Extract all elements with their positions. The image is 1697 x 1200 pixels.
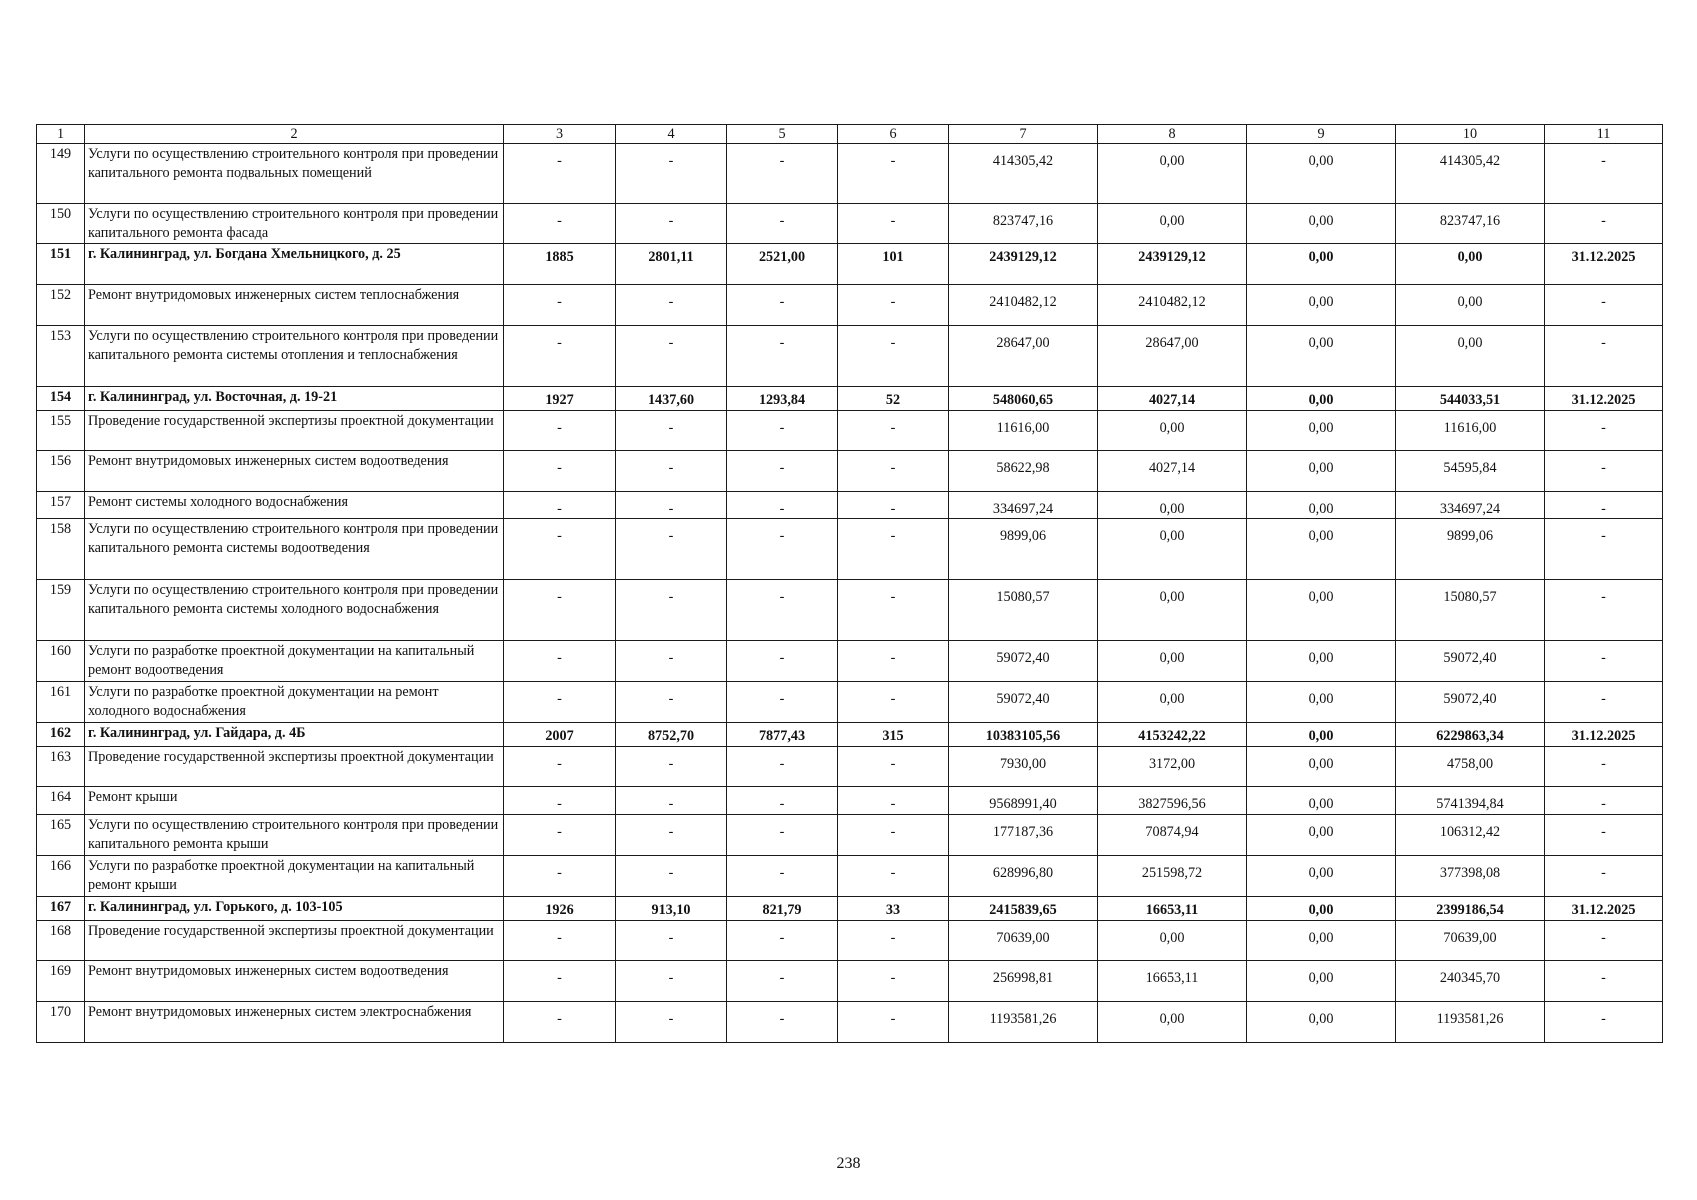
col-7-cell: 823747,16	[949, 204, 1098, 244]
col-3-cell: -	[504, 580, 616, 641]
col-4-cell: -	[616, 960, 727, 1001]
col-9-cell: 0,00	[1247, 519, 1396, 580]
col-10-cell: 15080,57	[1396, 580, 1545, 641]
col-8-cell: 0,00	[1098, 519, 1247, 580]
table-row	[37, 519, 1663, 580]
col-3-cell: 1885	[504, 244, 616, 285]
col-8-cell: 70874,94	[1098, 814, 1247, 855]
col-5-cell: -	[727, 204, 838, 244]
row-number-cell: 150	[37, 204, 85, 244]
col-11-cell: 31.12.2025	[1545, 387, 1663, 411]
col-4-cell: -	[616, 450, 727, 491]
col-8-cell: 3827596,56	[1098, 787, 1247, 815]
col-3-cell: -	[504, 204, 616, 244]
col-9-cell: 0,00	[1247, 491, 1396, 519]
table-row	[37, 747, 1663, 787]
col-5-cell: 2521,00	[727, 244, 838, 285]
table-row	[37, 855, 1663, 896]
col-4-cell: -	[616, 326, 727, 387]
col-7-cell: 11616,00	[949, 410, 1098, 450]
header-row	[37, 125, 1663, 144]
col-7-cell: 2439129,12	[949, 244, 1098, 285]
col-8-cell: 4153242,22	[1098, 723, 1247, 747]
col-10-cell: 377398,08	[1396, 855, 1545, 896]
col-3-cell: 2007	[504, 723, 616, 747]
col-8-cell: 28647,00	[1098, 326, 1247, 387]
col-4-cell: -	[616, 747, 727, 787]
col-11-cell: -	[1545, 920, 1663, 960]
col-4-cell: 2801,11	[616, 244, 727, 285]
item-name-cell: Ремонт внутридомовых инженерных систем электроснабжения	[85, 1001, 504, 1042]
table-row	[37, 410, 1663, 450]
col-8-cell: 0,00	[1098, 641, 1247, 682]
col-10-cell: 59072,40	[1396, 682, 1545, 723]
col-6-cell: -	[838, 641, 949, 682]
col-10-cell: 1193581,26	[1396, 1001, 1545, 1042]
item-name-cell: Услуги по разработке проектной документации на ремонт холодного водоснабжения	[85, 682, 504, 723]
item-name-cell: Проведение государственной экспертизы проектной документации	[85, 410, 504, 450]
col-4-cell: -	[616, 204, 727, 244]
col-11-cell: -	[1545, 410, 1663, 450]
col-3-cell: -	[504, 326, 616, 387]
col-4-cell: -	[616, 641, 727, 682]
row-number-cell: 167	[37, 896, 85, 920]
col-8-cell: 251598,72	[1098, 855, 1247, 896]
row-number-cell: 157	[37, 491, 85, 519]
col-11-cell: -	[1545, 326, 1663, 387]
col-7-cell: 28647,00	[949, 326, 1098, 387]
col-5-cell: -	[727, 920, 838, 960]
col-9-cell: 0,00	[1247, 450, 1396, 491]
col-7-cell: 9568991,40	[949, 787, 1098, 815]
col-7-cell: 334697,24	[949, 491, 1098, 519]
item-name-cell: Ремонт внутридомовых инженерных систем водоотведения	[85, 450, 504, 491]
col-11-cell: -	[1545, 641, 1663, 682]
col-3-cell: -	[504, 920, 616, 960]
col-6-cell: -	[838, 204, 949, 244]
col-4-cell: -	[616, 682, 727, 723]
item-name-cell: Услуги по разработке проектной документации на капитальный ремонт крыши	[85, 855, 504, 896]
col-4-cell: -	[616, 519, 727, 580]
col-11-cell: -	[1545, 144, 1663, 204]
col-11-cell: -	[1545, 519, 1663, 580]
col-6-cell: -	[838, 410, 949, 450]
col-3-cell: -	[504, 960, 616, 1001]
item-name-cell: Услуги по осуществлению строительного контроля при проведении капитального ремонта подвальных помещений	[85, 144, 504, 204]
col-4-cell: 913,10	[616, 896, 727, 920]
column-header: 5	[727, 125, 838, 144]
col-9-cell: 0,00	[1247, 410, 1396, 450]
col-9-cell: 0,00	[1247, 960, 1396, 1001]
col-10-cell: 11616,00	[1396, 410, 1545, 450]
col-8-cell: 0,00	[1098, 920, 1247, 960]
item-name-cell: Услуги по осуществлению строительного контроля при проведении капитального ремонта системы водоотведения	[85, 519, 504, 580]
table-row	[37, 326, 1663, 387]
col-8-cell: 2410482,12	[1098, 285, 1247, 326]
col-10-cell: 240345,70	[1396, 960, 1545, 1001]
col-6-cell: -	[838, 747, 949, 787]
table-row	[37, 920, 1663, 960]
column-header: 11	[1545, 125, 1663, 144]
col-6-cell: -	[838, 326, 949, 387]
table-row	[37, 244, 1663, 285]
col-6-cell: 33	[838, 896, 949, 920]
col-7-cell: 70639,00	[949, 920, 1098, 960]
table-row	[37, 285, 1663, 326]
col-3-cell: -	[504, 814, 616, 855]
col-8-cell: 0,00	[1098, 580, 1247, 641]
col-3-cell: -	[504, 1001, 616, 1042]
row-number-cell: 169	[37, 960, 85, 1001]
col-11-cell: 31.12.2025	[1545, 896, 1663, 920]
col-5-cell: -	[727, 450, 838, 491]
col-9-cell: 0,00	[1247, 855, 1396, 896]
table-row	[37, 450, 1663, 491]
col-10-cell: 0,00	[1396, 285, 1545, 326]
col-5-cell: -	[727, 814, 838, 855]
table-row	[37, 204, 1663, 244]
col-8-cell: 0,00	[1098, 682, 1247, 723]
col-11-cell: -	[1545, 855, 1663, 896]
col-6-cell: -	[838, 285, 949, 326]
col-10-cell: 4758,00	[1396, 747, 1545, 787]
col-11-cell: -	[1545, 491, 1663, 519]
col-5-cell: -	[727, 326, 838, 387]
column-header: 9	[1247, 125, 1396, 144]
col-7-cell: 414305,42	[949, 144, 1098, 204]
page-number: 238	[836, 1155, 861, 1172]
col-5-cell: -	[727, 580, 838, 641]
col-4-cell: -	[616, 491, 727, 519]
col-4-cell: -	[616, 580, 727, 641]
col-6-cell: -	[838, 960, 949, 1001]
col-6-cell: -	[838, 144, 949, 204]
col-7-cell: 256998,81	[949, 960, 1098, 1001]
col-5-cell: -	[727, 410, 838, 450]
col-10-cell: 544033,51	[1396, 387, 1545, 411]
item-name-cell: Ремонт внутридомовых инженерных систем теплоснабжения	[85, 285, 504, 326]
col-5-cell: -	[727, 641, 838, 682]
col-11-cell: -	[1545, 960, 1663, 1001]
col-6-cell: -	[838, 519, 949, 580]
col-6-cell: -	[838, 580, 949, 641]
col-8-cell: 4027,14	[1098, 450, 1247, 491]
item-name-cell: г. Калининград, ул. Гайдара, д. 4Б	[85, 723, 504, 747]
col-9-cell: 0,00	[1247, 387, 1396, 411]
col-7-cell: 2415839,65	[949, 896, 1098, 920]
col-5-cell: 821,79	[727, 896, 838, 920]
col-3-cell: -	[504, 285, 616, 326]
row-number-cell: 156	[37, 450, 85, 491]
col-11-cell: 31.12.2025	[1545, 244, 1663, 285]
data-table	[36, 124, 1663, 1043]
col-8-cell: 0,00	[1098, 410, 1247, 450]
col-5-cell: -	[727, 285, 838, 326]
col-11-cell: 31.12.2025	[1545, 723, 1663, 747]
col-10-cell: 106312,42	[1396, 814, 1545, 855]
column-header: 7	[949, 125, 1098, 144]
col-6-cell: -	[838, 920, 949, 960]
col-11-cell: -	[1545, 814, 1663, 855]
col-7-cell: 10383105,56	[949, 723, 1098, 747]
col-8-cell: 0,00	[1098, 491, 1247, 519]
table-row	[37, 641, 1663, 682]
table-row	[37, 814, 1663, 855]
col-9-cell: 0,00	[1247, 580, 1396, 641]
col-10-cell: 823747,16	[1396, 204, 1545, 244]
col-5-cell: -	[727, 855, 838, 896]
col-10-cell: 6229863,34	[1396, 723, 1545, 747]
col-6-cell: 101	[838, 244, 949, 285]
col-4-cell: -	[616, 285, 727, 326]
table-row	[37, 580, 1663, 641]
col-11-cell: -	[1545, 285, 1663, 326]
row-number-cell: 149	[37, 144, 85, 204]
col-7-cell: 1193581,26	[949, 1001, 1098, 1042]
table-row	[37, 144, 1663, 204]
col-10-cell: 9899,06	[1396, 519, 1545, 580]
row-number-cell: 151	[37, 244, 85, 285]
column-header: 8	[1098, 125, 1247, 144]
col-11-cell: -	[1545, 204, 1663, 244]
col-5-cell: -	[727, 144, 838, 204]
row-number-cell: 152	[37, 285, 85, 326]
col-6-cell: -	[838, 787, 949, 815]
col-8-cell: 3172,00	[1098, 747, 1247, 787]
row-number-cell: 170	[37, 1001, 85, 1042]
table-row	[37, 960, 1663, 1001]
col-5-cell: -	[727, 519, 838, 580]
col-6-cell: 315	[838, 723, 949, 747]
col-8-cell: 16653,11	[1098, 896, 1247, 920]
column-header: 1	[37, 125, 85, 144]
col-10-cell: 2399186,54	[1396, 896, 1545, 920]
col-6-cell: -	[838, 1001, 949, 1042]
col-9-cell: 0,00	[1247, 814, 1396, 855]
col-10-cell: 334697,24	[1396, 491, 1545, 519]
table-row	[37, 787, 1663, 815]
item-name-cell: Ремонт системы холодного водоснабжения	[85, 491, 504, 519]
col-9-cell: 0,00	[1247, 682, 1396, 723]
row-number-cell: 158	[37, 519, 85, 580]
col-11-cell: -	[1545, 787, 1663, 815]
col-11-cell: -	[1545, 1001, 1663, 1042]
item-name-cell: г. Калининград, ул. Богдана Хмельницкого, д. 25	[85, 244, 504, 285]
col-10-cell: 59072,40	[1396, 641, 1545, 682]
table-row	[37, 1001, 1663, 1042]
item-name-cell: Ремонт внутридомовых инженерных систем водоотведения	[85, 960, 504, 1001]
col-10-cell: 70639,00	[1396, 920, 1545, 960]
column-header: 6	[838, 125, 949, 144]
col-4-cell: -	[616, 144, 727, 204]
col-6-cell: -	[838, 682, 949, 723]
column-header: 10	[1396, 125, 1545, 144]
col-9-cell: 0,00	[1247, 747, 1396, 787]
col-10-cell: 5741394,84	[1396, 787, 1545, 815]
col-6-cell: 52	[838, 387, 949, 411]
row-number-cell: 159	[37, 580, 85, 641]
col-7-cell: 9899,06	[949, 519, 1098, 580]
row-number-cell: 163	[37, 747, 85, 787]
table-row	[37, 896, 1663, 920]
col-4-cell: -	[616, 855, 727, 896]
col-8-cell: 0,00	[1098, 1001, 1247, 1042]
item-name-cell: г. Калининград, ул. Восточная, д. 19-21	[85, 387, 504, 411]
row-number-cell: 155	[37, 410, 85, 450]
col-5-cell: 1293,84	[727, 387, 838, 411]
col-8-cell: 0,00	[1098, 204, 1247, 244]
col-3-cell: -	[504, 641, 616, 682]
col-5-cell: -	[727, 747, 838, 787]
row-number-cell: 153	[37, 326, 85, 387]
item-name-cell: Услуги по осуществлению строительного контроля при проведении капитального ремонта системы холодного водоснабжения	[85, 580, 504, 641]
col-3-cell: -	[504, 144, 616, 204]
col-5-cell: -	[727, 491, 838, 519]
item-name-cell: Проведение государственной экспертизы проектной документации	[85, 747, 504, 787]
col-8-cell: 4027,14	[1098, 387, 1247, 411]
col-7-cell: 548060,65	[949, 387, 1098, 411]
row-number-cell: 161	[37, 682, 85, 723]
col-9-cell: 0,00	[1247, 144, 1396, 204]
row-number-cell: 164	[37, 787, 85, 815]
col-10-cell: 0,00	[1396, 326, 1545, 387]
col-7-cell: 628996,80	[949, 855, 1098, 896]
col-3-cell: -	[504, 787, 616, 815]
col-9-cell: 0,00	[1247, 896, 1396, 920]
col-3-cell: -	[504, 410, 616, 450]
col-9-cell: 0,00	[1247, 326, 1396, 387]
col-6-cell: -	[838, 491, 949, 519]
col-4-cell: -	[616, 814, 727, 855]
col-11-cell: -	[1545, 580, 1663, 641]
col-9-cell: 0,00	[1247, 723, 1396, 747]
col-9-cell: 0,00	[1247, 244, 1396, 285]
col-6-cell: -	[838, 450, 949, 491]
col-9-cell: 0,00	[1247, 1001, 1396, 1042]
item-name-cell: Услуги по разработке проектной документации на капитальный ремонт водоотведения	[85, 641, 504, 682]
col-4-cell: 1437,60	[616, 387, 727, 411]
row-number-cell: 165	[37, 814, 85, 855]
col-11-cell: -	[1545, 747, 1663, 787]
col-8-cell: 2439129,12	[1098, 244, 1247, 285]
item-name-cell: Услуги по осуществлению строительного контроля при проведении капитального ремонта фасада	[85, 204, 504, 244]
row-number-cell: 168	[37, 920, 85, 960]
col-10-cell: 414305,42	[1396, 144, 1545, 204]
col-7-cell: 15080,57	[949, 580, 1098, 641]
col-3-cell: -	[504, 682, 616, 723]
col-5-cell: -	[727, 787, 838, 815]
column-header: 4	[616, 125, 727, 144]
col-7-cell: 58622,98	[949, 450, 1098, 491]
table-row	[37, 723, 1663, 747]
col-3-cell: -	[504, 450, 616, 491]
col-5-cell: -	[727, 1001, 838, 1042]
col-5-cell: -	[727, 682, 838, 723]
col-3-cell: 1927	[504, 387, 616, 411]
item-name-cell: Услуги по осуществлению строительного контроля при проведении капитального ремонта системы отопления и теплоснабжения	[85, 326, 504, 387]
col-4-cell: 8752,70	[616, 723, 727, 747]
row-number-cell: 162	[37, 723, 85, 747]
col-3-cell: -	[504, 855, 616, 896]
col-4-cell: -	[616, 920, 727, 960]
item-name-cell: Услуги по осуществлению строительного контроля при проведении капитального ремонта крыши	[85, 814, 504, 855]
column-header: 3	[504, 125, 616, 144]
col-5-cell: -	[727, 960, 838, 1001]
row-number-cell: 166	[37, 855, 85, 896]
col-3-cell: -	[504, 519, 616, 580]
col-10-cell: 54595,84	[1396, 450, 1545, 491]
col-7-cell: 177187,36	[949, 814, 1098, 855]
col-6-cell: -	[838, 814, 949, 855]
col-9-cell: 0,00	[1247, 920, 1396, 960]
col-11-cell: -	[1545, 682, 1663, 723]
row-number-cell: 160	[37, 641, 85, 682]
col-8-cell: 0,00	[1098, 144, 1247, 204]
table-row	[37, 387, 1663, 411]
col-9-cell: 0,00	[1247, 641, 1396, 682]
col-11-cell: -	[1545, 450, 1663, 491]
col-3-cell: -	[504, 491, 616, 519]
col-9-cell: 0,00	[1247, 787, 1396, 815]
col-3-cell: 1926	[504, 896, 616, 920]
item-name-cell: г. Калининград, ул. Горького, д. 103-105	[85, 896, 504, 920]
col-4-cell: -	[616, 787, 727, 815]
item-name-cell: Проведение государственной экспертизы проектной документации	[85, 920, 504, 960]
col-6-cell: -	[838, 855, 949, 896]
table-row	[37, 491, 1663, 519]
col-3-cell: -	[504, 747, 616, 787]
col-4-cell: -	[616, 410, 727, 450]
column-header: 2	[85, 125, 504, 144]
row-number-cell: 154	[37, 387, 85, 411]
col-10-cell: 0,00	[1396, 244, 1545, 285]
col-7-cell: 59072,40	[949, 682, 1098, 723]
col-7-cell: 59072,40	[949, 641, 1098, 682]
item-name-cell: Ремонт крыши	[85, 787, 504, 815]
table-row	[37, 682, 1663, 723]
col-9-cell: 0,00	[1247, 285, 1396, 326]
col-7-cell: 7930,00	[949, 747, 1098, 787]
col-8-cell: 16653,11	[1098, 960, 1247, 1001]
col-4-cell: -	[616, 1001, 727, 1042]
col-9-cell: 0,00	[1247, 204, 1396, 244]
col-5-cell: 7877,43	[727, 723, 838, 747]
col-7-cell: 2410482,12	[949, 285, 1098, 326]
